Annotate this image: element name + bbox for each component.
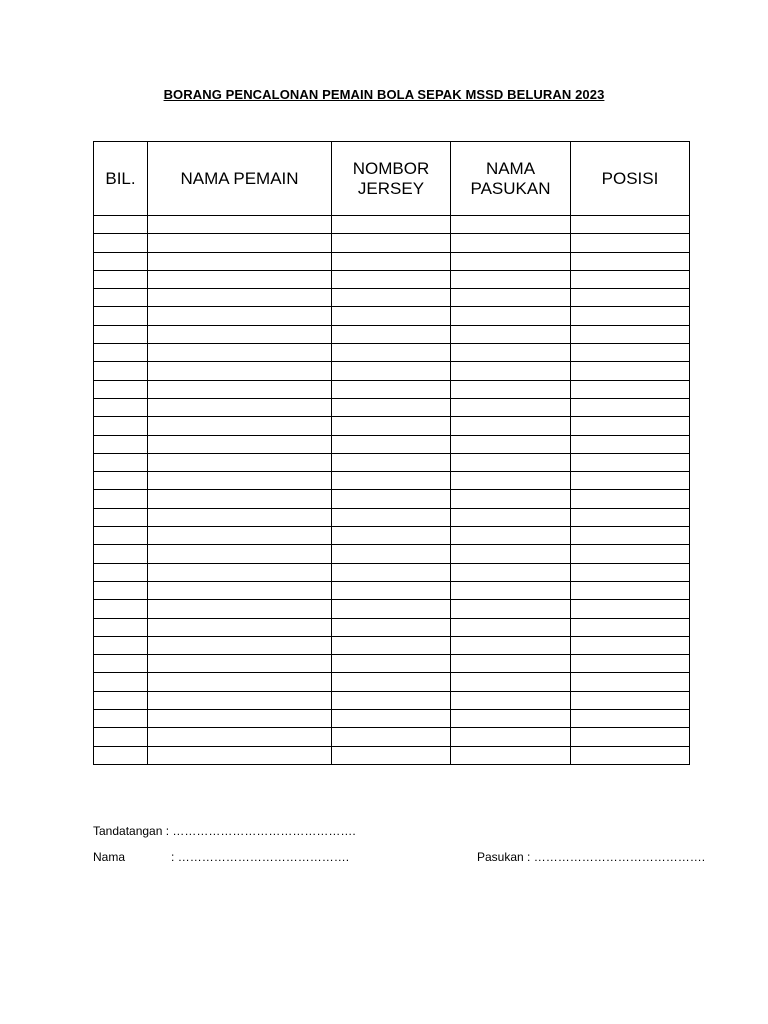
cell-nombor-jersey[interactable] (332, 216, 451, 234)
column-header-nombor-jersey (332, 142, 451, 216)
cell-nama-pemain[interactable] (148, 581, 332, 599)
cell-posisi[interactable] (571, 527, 690, 545)
cell-nombor-jersey[interactable] (332, 710, 451, 728)
cell-posisi[interactable] (571, 435, 690, 453)
cell-bil[interactable] (94, 270, 148, 288)
table-body (94, 216, 690, 765)
cell-nama-pasukan[interactable] (451, 344, 571, 362)
cell-nama-pasukan[interactable] (451, 581, 571, 599)
cell-posisi[interactable] (571, 746, 690, 764)
name-label: Nama (93, 850, 126, 864)
cell-nama-pasukan[interactable] (451, 380, 571, 398)
cell-bil[interactable] (94, 746, 148, 764)
cell-nama-pasukan[interactable] (451, 252, 571, 270)
table-row (94, 545, 690, 563)
cell-nama-pemain[interactable] (148, 563, 332, 581)
cell-nama-pemain[interactable] (148, 216, 332, 234)
column-header-label: NAMA PASUKAN (470, 158, 551, 198)
cell-nama-pasukan[interactable] (451, 746, 571, 764)
cell-bil[interactable] (94, 581, 148, 599)
column-header-nama-pasukan (451, 142, 571, 216)
cell-nama-pasukan[interactable] (451, 728, 571, 746)
cell-bil[interactable] (94, 325, 148, 343)
cell-nama-pasukan[interactable] (451, 600, 571, 618)
cell-nama-pasukan[interactable] (451, 234, 571, 252)
column-header-label: NAMA PEMAIN (180, 168, 299, 188)
table-row (94, 216, 690, 234)
cell-bil[interactable] (94, 344, 148, 362)
team-label: Pasukan : (477, 850, 531, 864)
cell-nama-pasukan[interactable] (451, 545, 571, 563)
cell-posisi[interactable] (571, 362, 690, 380)
cell-nama-pemain[interactable] (148, 490, 332, 508)
cell-nombor-jersey[interactable] (332, 307, 451, 325)
cell-posisi[interactable] (571, 472, 690, 490)
cell-nama-pemain[interactable] (148, 673, 332, 691)
cell-posisi[interactable] (571, 289, 690, 307)
cell-nama-pemain[interactable] (148, 362, 332, 380)
table-row (94, 691, 690, 709)
cell-nombor-jersey[interactable] (332, 289, 451, 307)
table-row (94, 710, 690, 728)
cell-nama-pasukan[interactable] (451, 417, 571, 435)
table-row (94, 490, 690, 508)
cell-nama-pasukan[interactable] (451, 270, 571, 288)
cell-nama-pemain[interactable] (148, 398, 332, 416)
cell-nama-pemain[interactable] (148, 600, 332, 618)
cell-nombor-jersey[interactable] (332, 746, 451, 764)
cell-nombor-jersey[interactable] (332, 362, 451, 380)
cell-posisi[interactable] (571, 453, 690, 471)
table-row (94, 508, 690, 526)
cell-posisi[interactable] (571, 655, 690, 673)
table-row (94, 453, 690, 471)
table-row (94, 380, 690, 398)
cell-bil[interactable] (94, 380, 148, 398)
cell-nama-pasukan[interactable] (451, 691, 571, 709)
cell-nama-pemain[interactable] (148, 325, 332, 343)
cell-bil[interactable] (94, 600, 148, 618)
cell-posisi[interactable] (571, 728, 690, 746)
cell-posisi[interactable] (571, 673, 690, 691)
cell-bil[interactable] (94, 234, 148, 252)
table-row (94, 307, 690, 325)
signature-label: Tandatangan : (93, 824, 170, 838)
cell-nama-pemain[interactable] (148, 636, 332, 654)
cell-nama-pemain[interactable] (148, 289, 332, 307)
column-header-bil (94, 142, 148, 216)
cell-posisi[interactable] (571, 545, 690, 563)
cell-nama-pemain[interactable] (148, 380, 332, 398)
table-row (94, 563, 690, 581)
cell-nama-pasukan[interactable] (451, 398, 571, 416)
cell-posisi[interactable] (571, 581, 690, 599)
cell-nama-pemain[interactable] (148, 307, 332, 325)
cell-bil[interactable] (94, 307, 148, 325)
cell-nombor-jersey[interactable] (332, 563, 451, 581)
cell-nama-pasukan[interactable] (451, 618, 571, 636)
table-row (94, 636, 690, 654)
cell-posisi[interactable] (571, 600, 690, 618)
table-row (94, 325, 690, 343)
table-row (94, 252, 690, 270)
table-row (94, 746, 690, 764)
cell-posisi[interactable] (571, 636, 690, 654)
team-field[interactable]: ……………………………………. (533, 850, 706, 864)
name-line (93, 850, 349, 864)
cell-nombor-jersey[interactable] (332, 728, 451, 746)
cell-bil[interactable] (94, 362, 148, 380)
cell-nama-pasukan[interactable] (451, 710, 571, 728)
cell-nombor-jersey[interactable] (332, 600, 451, 618)
table-row (94, 600, 690, 618)
column-header-label: NOMBOR JERSEY (352, 158, 430, 198)
team-line (477, 850, 705, 864)
cell-nombor-jersey[interactable] (332, 380, 451, 398)
cell-nama-pasukan[interactable] (451, 472, 571, 490)
name-field[interactable]: ……………………………………. (177, 850, 350, 864)
cell-bil[interactable] (94, 673, 148, 691)
cell-bil[interactable] (94, 563, 148, 581)
cell-posisi[interactable] (571, 307, 690, 325)
cell-bil[interactable] (94, 545, 148, 563)
cell-bil[interactable] (94, 636, 148, 654)
cell-nama-pasukan[interactable] (451, 435, 571, 453)
cell-bil[interactable] (94, 728, 148, 746)
cell-nombor-jersey[interactable] (332, 344, 451, 362)
cell-nombor-jersey[interactable] (332, 270, 451, 288)
cell-bil[interactable] (94, 289, 148, 307)
cell-nombor-jersey[interactable] (332, 252, 451, 270)
cell-nombor-jersey[interactable] (332, 472, 451, 490)
table-row (94, 362, 690, 380)
cell-bil[interactable] (94, 655, 148, 673)
table-row (94, 234, 690, 252)
table-row (94, 344, 690, 362)
cell-posisi[interactable] (571, 234, 690, 252)
cell-posisi[interactable] (571, 216, 690, 234)
signature-field[interactable]: ………………………………………. (172, 824, 356, 838)
column-header-posisi (571, 142, 690, 216)
cell-bil[interactable] (94, 216, 148, 234)
table-header-row (94, 142, 690, 216)
cell-bil[interactable] (94, 508, 148, 526)
cell-bil[interactable] (94, 710, 148, 728)
cell-bil[interactable] (94, 435, 148, 453)
table-row (94, 728, 690, 746)
cell-posisi[interactable] (571, 563, 690, 581)
cell-nama-pasukan[interactable] (451, 289, 571, 307)
cell-posisi[interactable] (571, 618, 690, 636)
cell-nama-pasukan[interactable] (451, 673, 571, 691)
table-row (94, 417, 690, 435)
cell-nama-pemain[interactable] (148, 746, 332, 764)
cell-bil[interactable] (94, 398, 148, 416)
cell-nombor-jersey[interactable] (332, 581, 451, 599)
cell-nombor-jersey[interactable] (332, 417, 451, 435)
cell-bil[interactable] (94, 453, 148, 471)
cell-nama-pasukan[interactable] (451, 490, 571, 508)
cell-nama-pemain[interactable] (148, 655, 332, 673)
cell-nama-pasukan[interactable] (451, 325, 571, 343)
cell-nombor-jersey[interactable] (332, 545, 451, 563)
cell-posisi[interactable] (571, 490, 690, 508)
cell-bil[interactable] (94, 252, 148, 270)
cell-bil[interactable] (94, 417, 148, 435)
table-row (94, 435, 690, 453)
cell-posisi[interactable] (571, 398, 690, 416)
table-row (94, 270, 690, 288)
cell-nama-pasukan[interactable] (451, 527, 571, 545)
cell-nama-pemain[interactable] (148, 618, 332, 636)
cell-nama-pemain[interactable] (148, 545, 332, 563)
cell-nombor-jersey[interactable] (332, 655, 451, 673)
cell-nama-pemain[interactable] (148, 472, 332, 490)
cell-nama-pasukan[interactable] (451, 636, 571, 654)
cell-nombor-jersey[interactable] (332, 325, 451, 343)
cell-nombor-jersey[interactable] (332, 435, 451, 453)
cell-nama-pasukan[interactable] (451, 655, 571, 673)
table-row (94, 472, 690, 490)
cell-nombor-jersey[interactable] (332, 618, 451, 636)
cell-bil[interactable] (94, 472, 148, 490)
table-row (94, 398, 690, 416)
cell-posisi[interactable] (571, 252, 690, 270)
cell-nama-pemain[interactable] (148, 453, 332, 471)
column-header-nama-pemain (148, 142, 332, 216)
table-row (94, 655, 690, 673)
cell-nombor-jersey[interactable] (332, 234, 451, 252)
cell-nombor-jersey[interactable] (332, 691, 451, 709)
cell-nombor-jersey[interactable] (332, 490, 451, 508)
cell-nama-pasukan[interactable] (451, 216, 571, 234)
column-header-label: POSISI (601, 168, 659, 188)
cell-nama-pemain[interactable] (148, 527, 332, 545)
column-header-label: BIL. (105, 168, 136, 188)
name-separator: : (171, 850, 175, 864)
cell-posisi[interactable] (571, 710, 690, 728)
cell-nama-pemain[interactable] (148, 728, 332, 746)
cell-nombor-jersey[interactable] (332, 673, 451, 691)
cell-nama-pemain[interactable] (148, 710, 332, 728)
cell-nama-pasukan[interactable] (451, 307, 571, 325)
cell-nama-pemain[interactable] (148, 234, 332, 252)
cell-nama-pemain[interactable] (148, 508, 332, 526)
signature-line (93, 824, 356, 838)
cell-nama-pasukan[interactable] (451, 453, 571, 471)
cell-nama-pemain[interactable] (148, 435, 332, 453)
cell-posisi[interactable] (571, 270, 690, 288)
table-row (94, 289, 690, 307)
cell-posisi[interactable] (571, 508, 690, 526)
cell-nama-pasukan[interactable] (451, 508, 571, 526)
cell-nama-pemain[interactable] (148, 270, 332, 288)
nomination-table (93, 141, 690, 765)
table-row (94, 618, 690, 636)
cell-posisi[interactable] (571, 344, 690, 362)
cell-posisi[interactable] (571, 325, 690, 343)
cell-nombor-jersey[interactable] (332, 636, 451, 654)
cell-nama-pemain[interactable] (148, 417, 332, 435)
cell-nombor-jersey[interactable] (332, 398, 451, 416)
cell-nombor-jersey[interactable] (332, 508, 451, 526)
table-row (94, 581, 690, 599)
table-row (94, 527, 690, 545)
cell-nama-pasukan[interactable] (451, 362, 571, 380)
form-title: BORANG PENCALONAN PEMAIN BOLA SEPAK MSSD BELURAN 2023 (163, 87, 605, 102)
cell-nama-pasukan[interactable] (451, 563, 571, 581)
cell-posisi[interactable] (571, 417, 690, 435)
cell-nama-pemain[interactable] (148, 344, 332, 362)
cell-bil[interactable] (94, 527, 148, 545)
cell-posisi[interactable] (571, 380, 690, 398)
cell-posisi[interactable] (571, 691, 690, 709)
cell-bil[interactable] (94, 691, 148, 709)
cell-bil[interactable] (94, 490, 148, 508)
cell-nombor-jersey[interactable] (332, 453, 451, 471)
table-row (94, 673, 690, 691)
cell-nama-pemain[interactable] (148, 691, 332, 709)
cell-nombor-jersey[interactable] (332, 527, 451, 545)
cell-bil[interactable] (94, 618, 148, 636)
cell-nama-pemain[interactable] (148, 252, 332, 270)
